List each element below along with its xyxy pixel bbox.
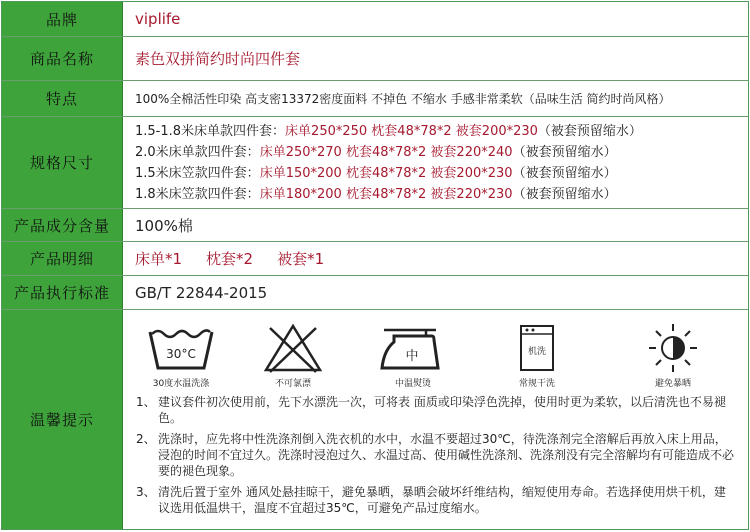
- spec-line: 1.8米床笠款四件套：床单180*200 枕套48*78*2 被套220*230（被套预留缩水）: [135, 186, 617, 202]
- tips-label: 温馨提示: [2, 310, 123, 529]
- standard-value: GB/T 22844-2015: [135, 283, 268, 302]
- wash-30-icon: [131, 320, 231, 389]
- svg-text:30°C: 30°C: [166, 347, 196, 361]
- row-detail: [2, 242, 748, 276]
- row-spec: [2, 117, 748, 209]
- product-info-table: [1, 1, 749, 530]
- machine-wash-icon: [487, 320, 587, 389]
- brand-value: viplife: [135, 10, 181, 28]
- composition-label: 产品成分含量: [2, 209, 123, 241]
- care-note: 1、 建议套件初次使用前，先下水漂洗一次，可将表 面质或印染浮色洗掉，使用时更为柔软，以后清洗也不易褪色。: [136, 395, 726, 425]
- features-value: 100%全棉活性印染 高支密13372密度面料 不掉色 不缩水 手感非常柔软（品味生活 简约时尚风格）: [135, 92, 671, 106]
- no-bleach-icon: [243, 320, 343, 389]
- product-name-value: 素色双拼简约时尚四件套: [135, 50, 301, 68]
- standard-label: 产品执行标准: [2, 276, 123, 309]
- brand-label: 品牌: [2, 2, 123, 36]
- care-caption: 避免暴晒: [654, 379, 691, 389]
- row-product-name: [2, 37, 748, 81]
- svg-text:中: 中: [405, 349, 419, 364]
- care-note: 2、 洗涤时，应先将中性洗涤剂倒入洗衣机的水中，水温不要超过30℃，待洗涤剂完全溶解后再放入床上用品，浸泡的时间不宜过久。洗涤时浸泡过久、水温过高、使用碱性洗涤剂、洗涤剂没有完全溶解均有可能造成不必要的褪色现象。: [136, 432, 735, 478]
- detail-item-quilt-cover: 被套*1: [277, 250, 325, 268]
- row-brand: [2, 2, 748, 37]
- spec-line: 1.5米床笠款四件套：床单150*200 枕套48*78*2 被套200*230（被套预留缩水）: [135, 165, 617, 181]
- care-caption: 不可氯漂: [274, 379, 311, 389]
- care-caption: 30度水温洗涤: [152, 379, 210, 389]
- features-label: 特点: [2, 81, 123, 116]
- detail-item-pillowcase: 枕套*2: [206, 250, 254, 268]
- care-caption: 常规干洗: [518, 379, 555, 389]
- spec-line: 1.5-1.8米床单款四件套：床单250*250 枕套48*78*2 被套200*230（被套预留缩水）: [135, 123, 642, 139]
- row-features: [2, 81, 748, 117]
- detail-item-sheet: 床单*1: [135, 250, 183, 268]
- spec-line: 2.0米床单款四件套：床单250*270 枕套48*78*2 被套220*240（被套预留缩水）: [135, 144, 617, 160]
- detail-items: [123, 242, 748, 275]
- iron-medium-icon: [363, 320, 463, 389]
- row-standard: [2, 276, 748, 310]
- svg-text:机洗: 机洗: [527, 347, 547, 357]
- composition-value: 100%棉: [135, 216, 193, 235]
- care-note: 3、 清洗后置于室外 通风处悬挂晾干，避免暴晒，暴晒会破坏纤维结构，缩短使用寿命。若选择使用烘干机，建议选用低温烘干，温度不宜超过35℃，可避免产品过度缩水。: [136, 485, 726, 515]
- tips-content: [123, 310, 748, 529]
- row-tips: [2, 310, 748, 529]
- row-composition: [2, 209, 748, 242]
- avoid-sun-icon: [623, 320, 723, 389]
- spec-lines: [123, 117, 748, 208]
- product-name-label: 商品名称: [2, 37, 123, 80]
- care-notes: [136, 394, 734, 521]
- care-caption: 中温熨烫: [394, 379, 431, 389]
- spec-label: 规格尺寸: [2, 117, 123, 208]
- detail-label: 产品明细: [2, 242, 123, 275]
